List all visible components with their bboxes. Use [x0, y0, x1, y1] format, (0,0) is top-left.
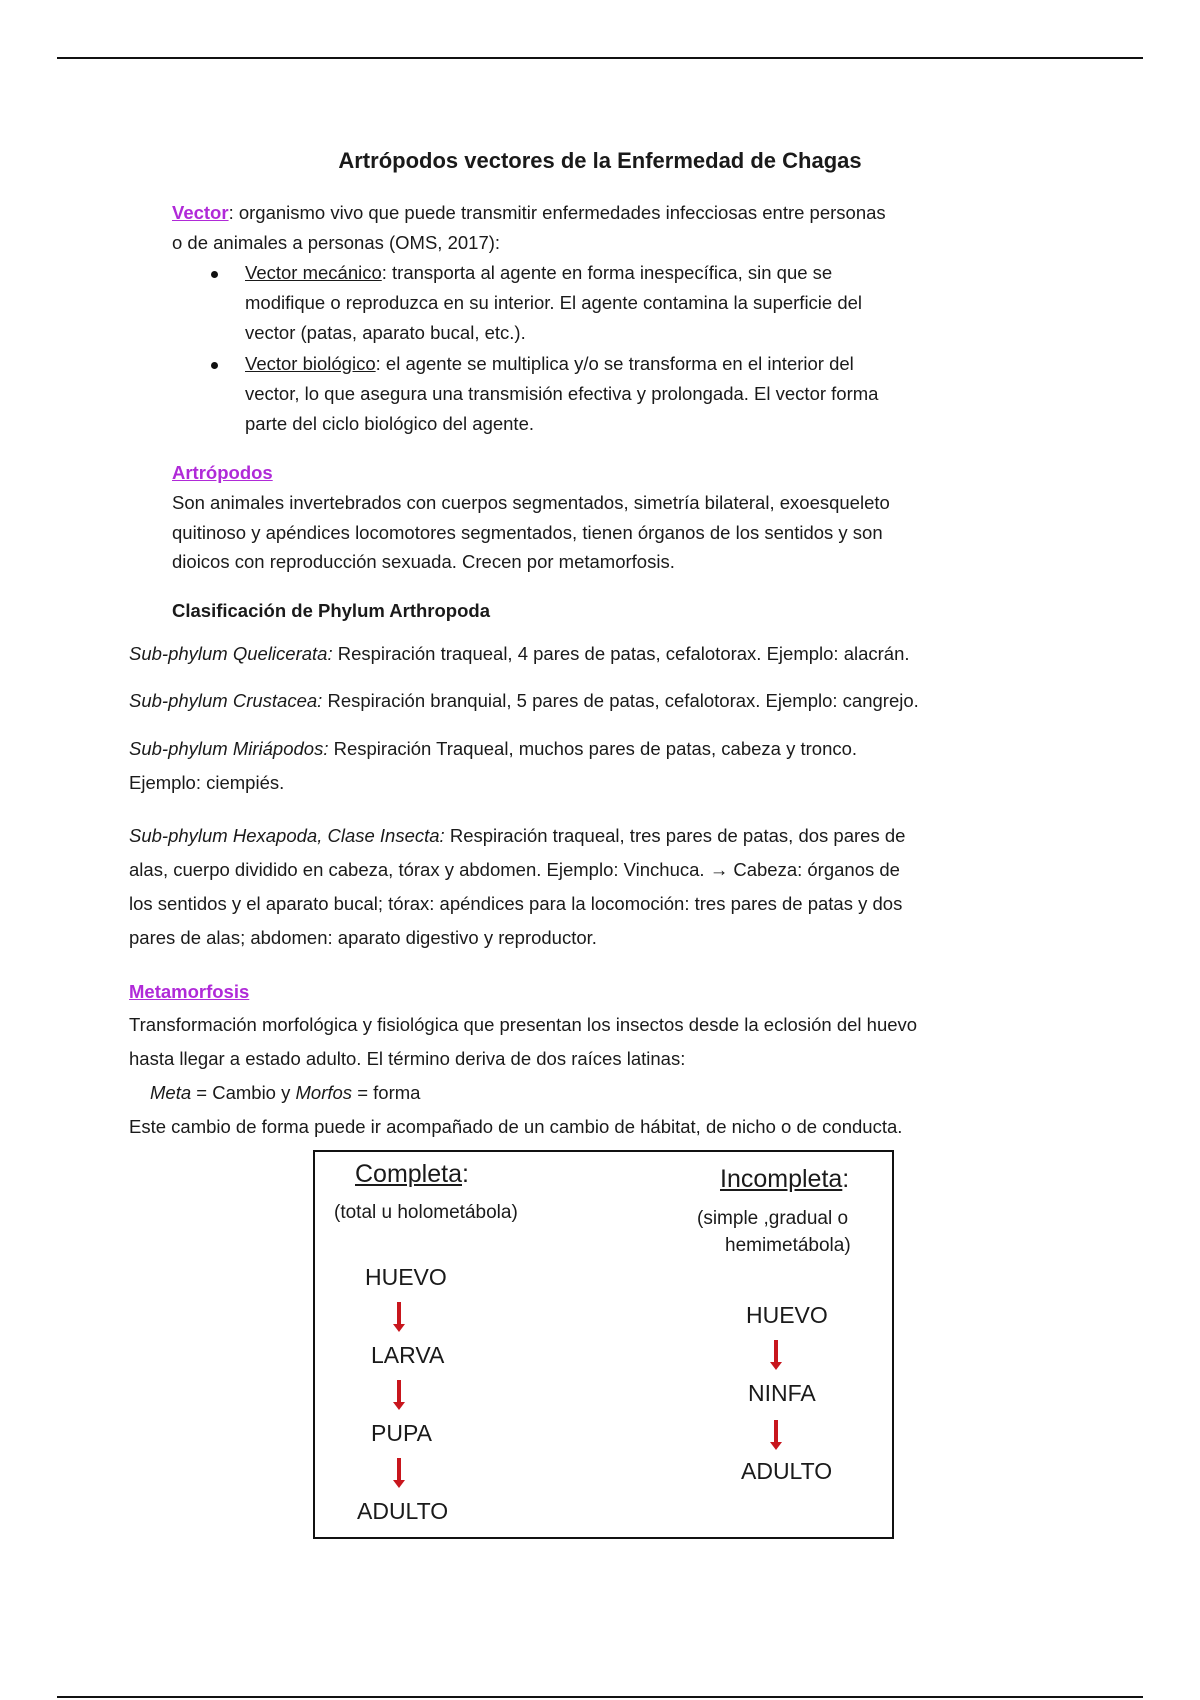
artropodos-text: Son animales invertebrados con cuerpos segmentados, simetría bilateral, exoesqueleto [172, 492, 890, 513]
metamorfosis-heading: Metamorfosis [129, 981, 250, 1002]
text: Respiración traqueal, 4 pares de patas, cefalotorax. Ejemplo: alacrán. [332, 643, 910, 664]
text: Respiración branquial, 5 pares de patas, cefalotorax. Ejemplo: cangrejo. [322, 690, 919, 711]
page-title: Artrópodos vectores de la Enfermedad de Chagas [338, 148, 862, 173]
term: Vector biológico [245, 353, 376, 374]
term: Vector mecánico [245, 262, 382, 283]
bullet-mecanico [245, 262, 832, 284]
subphylum-crustacea [129, 690, 919, 712]
subphylum-text: alas, cuerpo dividido en cabeza, tórax y abdomen. Ejemplo: Vinchuca. → Cabeza: órganos de [129, 859, 900, 880]
vector-text: : organismo vivo que puede transmitir enfermedades infecciosas entre personas [228, 202, 886, 223]
meta: Meta [150, 1082, 192, 1103]
bullet-text: parte del ciclo biológico del agente. [245, 413, 534, 434]
subphylum-quelicerata [129, 643, 910, 665]
arrow-down-icon [397, 1302, 401, 1326]
subphylum-text: pares de alas; abdomen: aparato digestivo y reproductor. [129, 927, 597, 948]
artropodos-text: quitinoso y apéndices locomotores segmentados, tienen órganos de los sentidos y son [172, 522, 883, 543]
text: : el agente se multiplica y/o se transforma en el interior del [375, 353, 854, 374]
bullet-text: vector, lo que asegura una transmisión efectiva y prolongada. El vector forma [245, 383, 879, 404]
incompleta-subtitle-2: hemimetábola) [725, 1235, 851, 1256]
vector-heading: Vector [172, 202, 229, 223]
bullet-text: modifique o reproduzca en su interior. El agente contamina la superficie del [245, 292, 863, 313]
colon: : [842, 1165, 850, 1193]
stage-adulto: ADULTO [741, 1458, 833, 1484]
name: Sub-phylum Crustacea: [129, 690, 323, 711]
subphylum-text: Ejemplo: ciempiés. [129, 772, 285, 793]
subphylum-hexapoda [129, 825, 905, 847]
artropodos-text: dioicos con reproducción sexuada. Crecen por metamorfosis. [172, 551, 675, 572]
name: Sub-phylum Quelicerata: [129, 643, 333, 664]
vector-text-2: o de animales a personas (OMS, 2017): [172, 232, 501, 253]
clasificacion-heading: Clasificación de Phylum Arthropoda [172, 600, 490, 621]
text: Respiración traqueal, tres pares de patas, dos pares de [444, 825, 906, 846]
top-rule [57, 57, 1143, 59]
incompleta-title [720, 1165, 849, 1194]
subphylum-miriapodos [129, 738, 857, 760]
text: Respiración Traqueal, muchos pares de patas, cabeza y tronco. [328, 738, 858, 759]
metamorphosis-diagram [313, 1150, 894, 1539]
vector-definition [172, 202, 886, 224]
metamorfosis-text: hasta llegar a estado adulto. El término deriva de dos raíces latinas: [129, 1048, 686, 1069]
subphylum-text: los sentidos y el aparato bucal; tórax: apéndices para la locomoción: tres pares de patas y dos [129, 893, 903, 914]
name: Sub-phylum Hexapoda, Clase Insecta: [129, 825, 445, 846]
bullet-biologico [245, 353, 854, 375]
arrow-down-icon [774, 1420, 778, 1444]
stage-larva: LARVA [371, 1342, 445, 1368]
meta-eq: = Cambio y [191, 1082, 296, 1103]
bullet-icon [211, 271, 218, 278]
name: Sub-phylum Miriápodos: [129, 738, 329, 759]
artropodos-heading: Artrópodos [172, 462, 273, 483]
etymology [150, 1082, 420, 1104]
arrow-down-icon [774, 1340, 778, 1364]
morfos: Morfos [295, 1082, 353, 1103]
completa-title [355, 1160, 469, 1189]
morfos-eq: = forma [352, 1082, 421, 1103]
text: : transporta al agente en forma inespecífica, sin que se [381, 262, 833, 283]
metamorfosis-text: Este cambio de forma puede ir acompañado de un cambio de hábitat, de nicho o de conducta. [129, 1116, 903, 1137]
stage-ninfa: NINFA [748, 1380, 816, 1406]
arrow-down-icon [397, 1458, 401, 1482]
arrow-down-icon [397, 1380, 401, 1404]
title: Incompleta [720, 1165, 843, 1193]
colon: : [462, 1160, 469, 1188]
stage-huevo: HUEVO [365, 1264, 447, 1290]
title: Completa [355, 1160, 462, 1188]
stage-huevo: HUEVO [746, 1302, 828, 1328]
bullet-icon [211, 362, 218, 369]
stage-pupa: PUPA [371, 1420, 432, 1446]
completa-subtitle: (total u holometábola) [334, 1202, 518, 1223]
stage-adulto: ADULTO [357, 1498, 449, 1524]
metamorfosis-text: Transformación morfológica y fisiológica que presentan los insectos desde la eclosión del huevo [129, 1014, 918, 1035]
incompleta-subtitle: (simple ,gradual o [697, 1208, 849, 1229]
bottom-rule [57, 1696, 1143, 1698]
bullet-text: vector (patas, aparato bucal, etc.). [245, 322, 526, 343]
